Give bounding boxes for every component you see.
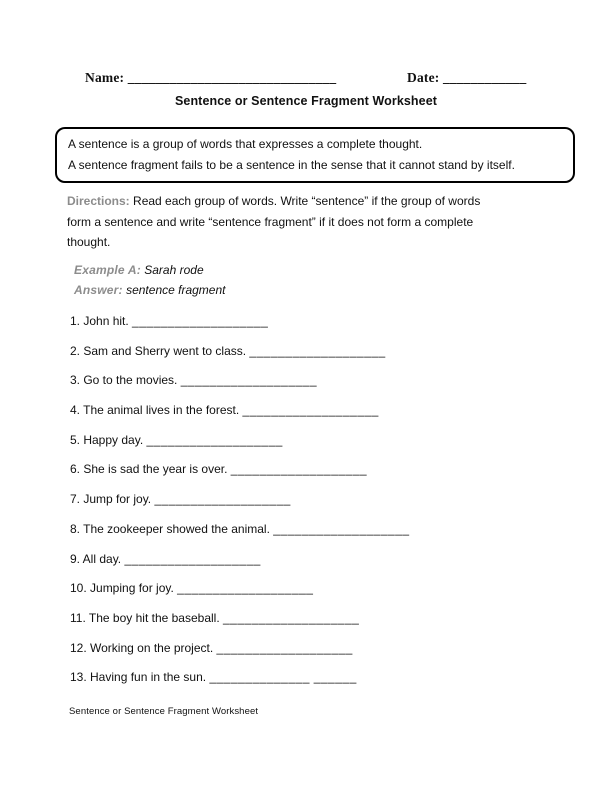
answer-blank: ___________________ xyxy=(273,521,410,536)
answer-blank: ___________________ xyxy=(154,492,291,507)
directions-paragraph xyxy=(67,191,537,253)
answer-blank: ___________________ xyxy=(146,432,283,447)
item-text: 5. Happy day. xyxy=(70,432,147,447)
item-text: 10. Jumping for joy. xyxy=(70,581,178,596)
item-text: 2. Sam and Sherry went to class. xyxy=(70,343,250,358)
worksheet-item-8 xyxy=(70,515,570,545)
definition-line-2: A sentence fragment fails to be a sentence in the sense that it cannot stand by itself. xyxy=(68,157,515,172)
page-title: Sentence or Sentence Fragment Worksheet xyxy=(174,94,438,108)
worksheet-item-2 xyxy=(70,337,570,367)
item-text: 7. Jump for joy. xyxy=(70,492,155,507)
item-text: 1. John hit. xyxy=(70,314,133,328)
worksheet-item-12 xyxy=(70,634,570,664)
date-label: Date: xyxy=(407,70,440,85)
definition-line-1: A sentence is a group of words that expresses a complete thought. xyxy=(68,137,423,151)
answer-blank: ___________________ xyxy=(177,581,314,596)
example-value: Sarah rode xyxy=(140,263,204,277)
worksheet-item-1 xyxy=(70,307,570,337)
worksheet-item-11 xyxy=(70,604,570,634)
date-field xyxy=(407,70,526,86)
answer-blank: ______________ ______ xyxy=(209,670,357,685)
directions-line-3: thought. xyxy=(67,235,111,249)
item-text: 4. The animal lives in the forest. xyxy=(70,403,243,418)
item-text: 8. The zookeeper showed the animal. xyxy=(70,521,274,536)
answer-blank: ___________________ xyxy=(249,343,386,358)
answer-blank: ___________________ xyxy=(216,640,353,655)
directions-text: Read each group of words. Write “sentence” if the group of words xyxy=(129,194,481,208)
answer-blank: ___________________ xyxy=(230,462,368,477)
name-blank-line: ______________________________ xyxy=(124,70,337,85)
name-label: Name: xyxy=(85,70,125,85)
directions-line-2: form a sentence and write “sentence fragment” if it does not form a complete xyxy=(67,214,474,229)
answer-blank: ___________________ xyxy=(180,373,318,388)
answer-line xyxy=(74,280,225,300)
footer-title: Sentence or Sentence Fragment Worksheet xyxy=(69,706,259,717)
item-text: 3. Go to the movies. xyxy=(70,373,181,388)
answer-blank: ___________________ xyxy=(132,314,269,328)
answer-blank: ___________________ xyxy=(223,610,360,625)
answer-value: sentence fragment xyxy=(122,283,226,297)
worksheet-item-13 xyxy=(70,663,570,693)
item-text: 13. Having fun in the sun. xyxy=(70,670,210,685)
example-block xyxy=(74,260,225,300)
name-field xyxy=(85,70,336,86)
worksheet-items xyxy=(70,307,570,693)
directions-label: Directions: xyxy=(67,194,130,208)
example-line xyxy=(74,260,225,280)
answer-blank: ___________________ xyxy=(124,551,261,566)
worksheet-item-3 xyxy=(70,366,570,396)
item-text: 11. The boy hit the baseball. xyxy=(70,610,223,625)
answer-blank: ___________________ xyxy=(242,403,379,418)
example-label: Example A: xyxy=(74,263,141,277)
item-text: 12. Working on the project. xyxy=(70,640,217,655)
directions-line-1 xyxy=(67,191,537,212)
worksheet-item-10 xyxy=(70,574,570,604)
worksheet-item-6 xyxy=(70,455,570,485)
definition-box xyxy=(55,127,575,183)
worksheet-item-4 xyxy=(70,396,570,426)
worksheet-item-9 xyxy=(70,545,570,575)
date-blank-line: ____________ xyxy=(439,70,527,85)
item-text: 6. She is sad the year is over. xyxy=(70,462,231,477)
answer-label: Answer: xyxy=(74,283,123,297)
worksheet-item-5 xyxy=(70,426,570,456)
worksheet-item-7 xyxy=(70,485,570,515)
item-text: 9. All day. xyxy=(70,551,125,566)
